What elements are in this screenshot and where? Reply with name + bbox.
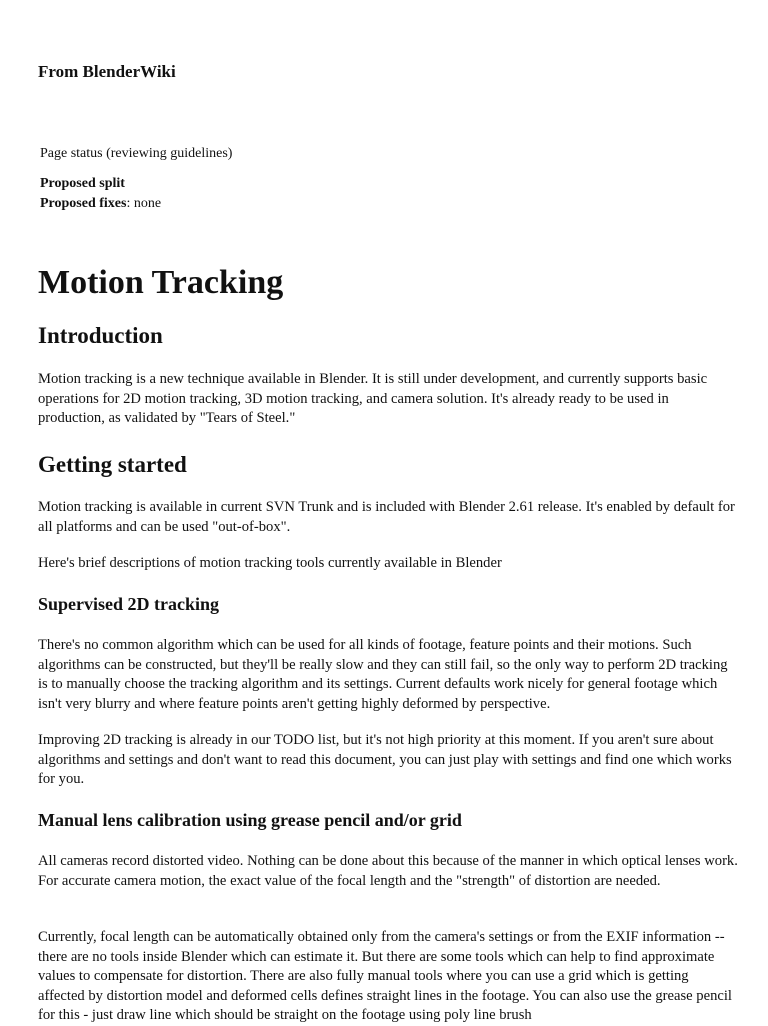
paragraph-getting-started-2: Here's brief descriptions of motion tracking tools currently available in Blender — [38, 555, 502, 571]
paragraph-supervised-2: Improving 2D tracking is already in our TODO list, but it's not high priority at this moment. If you aren't sure about algorithms and settings and don't want to read this document, you can just play with settings and find one which works for you. — [38, 732, 732, 788]
paragraph-manual-lens-1: All cameras record distorted video. Nothing can be done about this because of the manner in which optical lenses work. For accurate camera motion, the exact value of the focal length and the "strength" of distortion are needed. — [38, 853, 738, 889]
page-status-heading: Page status (reviewing guidelines) — [40, 146, 233, 161]
paragraph-introduction: Motion tracking is a new technique available in Blender. It is still under development, and currently supports basic operations for 2D motion tracking, 3D motion tracking, and camera solution. It's already ready to be used in production, as validated by "Tears of Steel." — [38, 371, 708, 427]
proposed-split-label: Proposed split — [40, 176, 125, 191]
heading-supervised-2d-tracking: Supervised 2D tracking — [38, 594, 220, 614]
heading-manual-lens-calibration: Manual lens calibration using grease pencil and/or grid — [38, 810, 462, 830]
proposed-fixes-label: Proposed fixes — [40, 196, 127, 211]
heading-introduction: Introduction — [38, 323, 163, 348]
page-title: Motion Tracking — [38, 264, 284, 301]
paragraph-getting-started-1: Motion tracking is available in current SVN Trunk and is included with Blender 2.61 release. It's enabled by default for all platforms and can be used "out-of-box". — [38, 499, 735, 535]
proposed-fixes-value: : none — [126, 196, 162, 211]
heading-getting-started: Getting started — [38, 452, 187, 477]
paragraph-supervised-1: There's no common algorithm which can be used for all kinds of footage, feature points and their motions. Such algorithms can be constructed, but they'll be really slow and they can still fail, so the only way to perform 2D tracking is to manually choose the tracking algorithm and its settings. Current defaults work nicely for general footage which isn't very blurry and where feature points aren't getting highly deformed by perspective. — [38, 637, 728, 712]
paragraph-manual-lens-2: Currently, focal length can be automatically obtained only from the camera's settings or from the EXIF information -- there are no tools inside Blender which can estimate it. But there are some tools which can help to find approximate values to compensate for distortion. There are also fully manual tools where you can use a grid which is getting affected by distortion model and deformed cells defines straight lines in the footage. You can also use the grease pencil for this - just draw line which should be straight on the footage using poly line brush — [38, 929, 732, 1024]
page-status-box — [40, 144, 232, 214]
proposed-fixes-line — [40, 194, 232, 214]
source-line: From BlenderWiki — [38, 62, 176, 81]
